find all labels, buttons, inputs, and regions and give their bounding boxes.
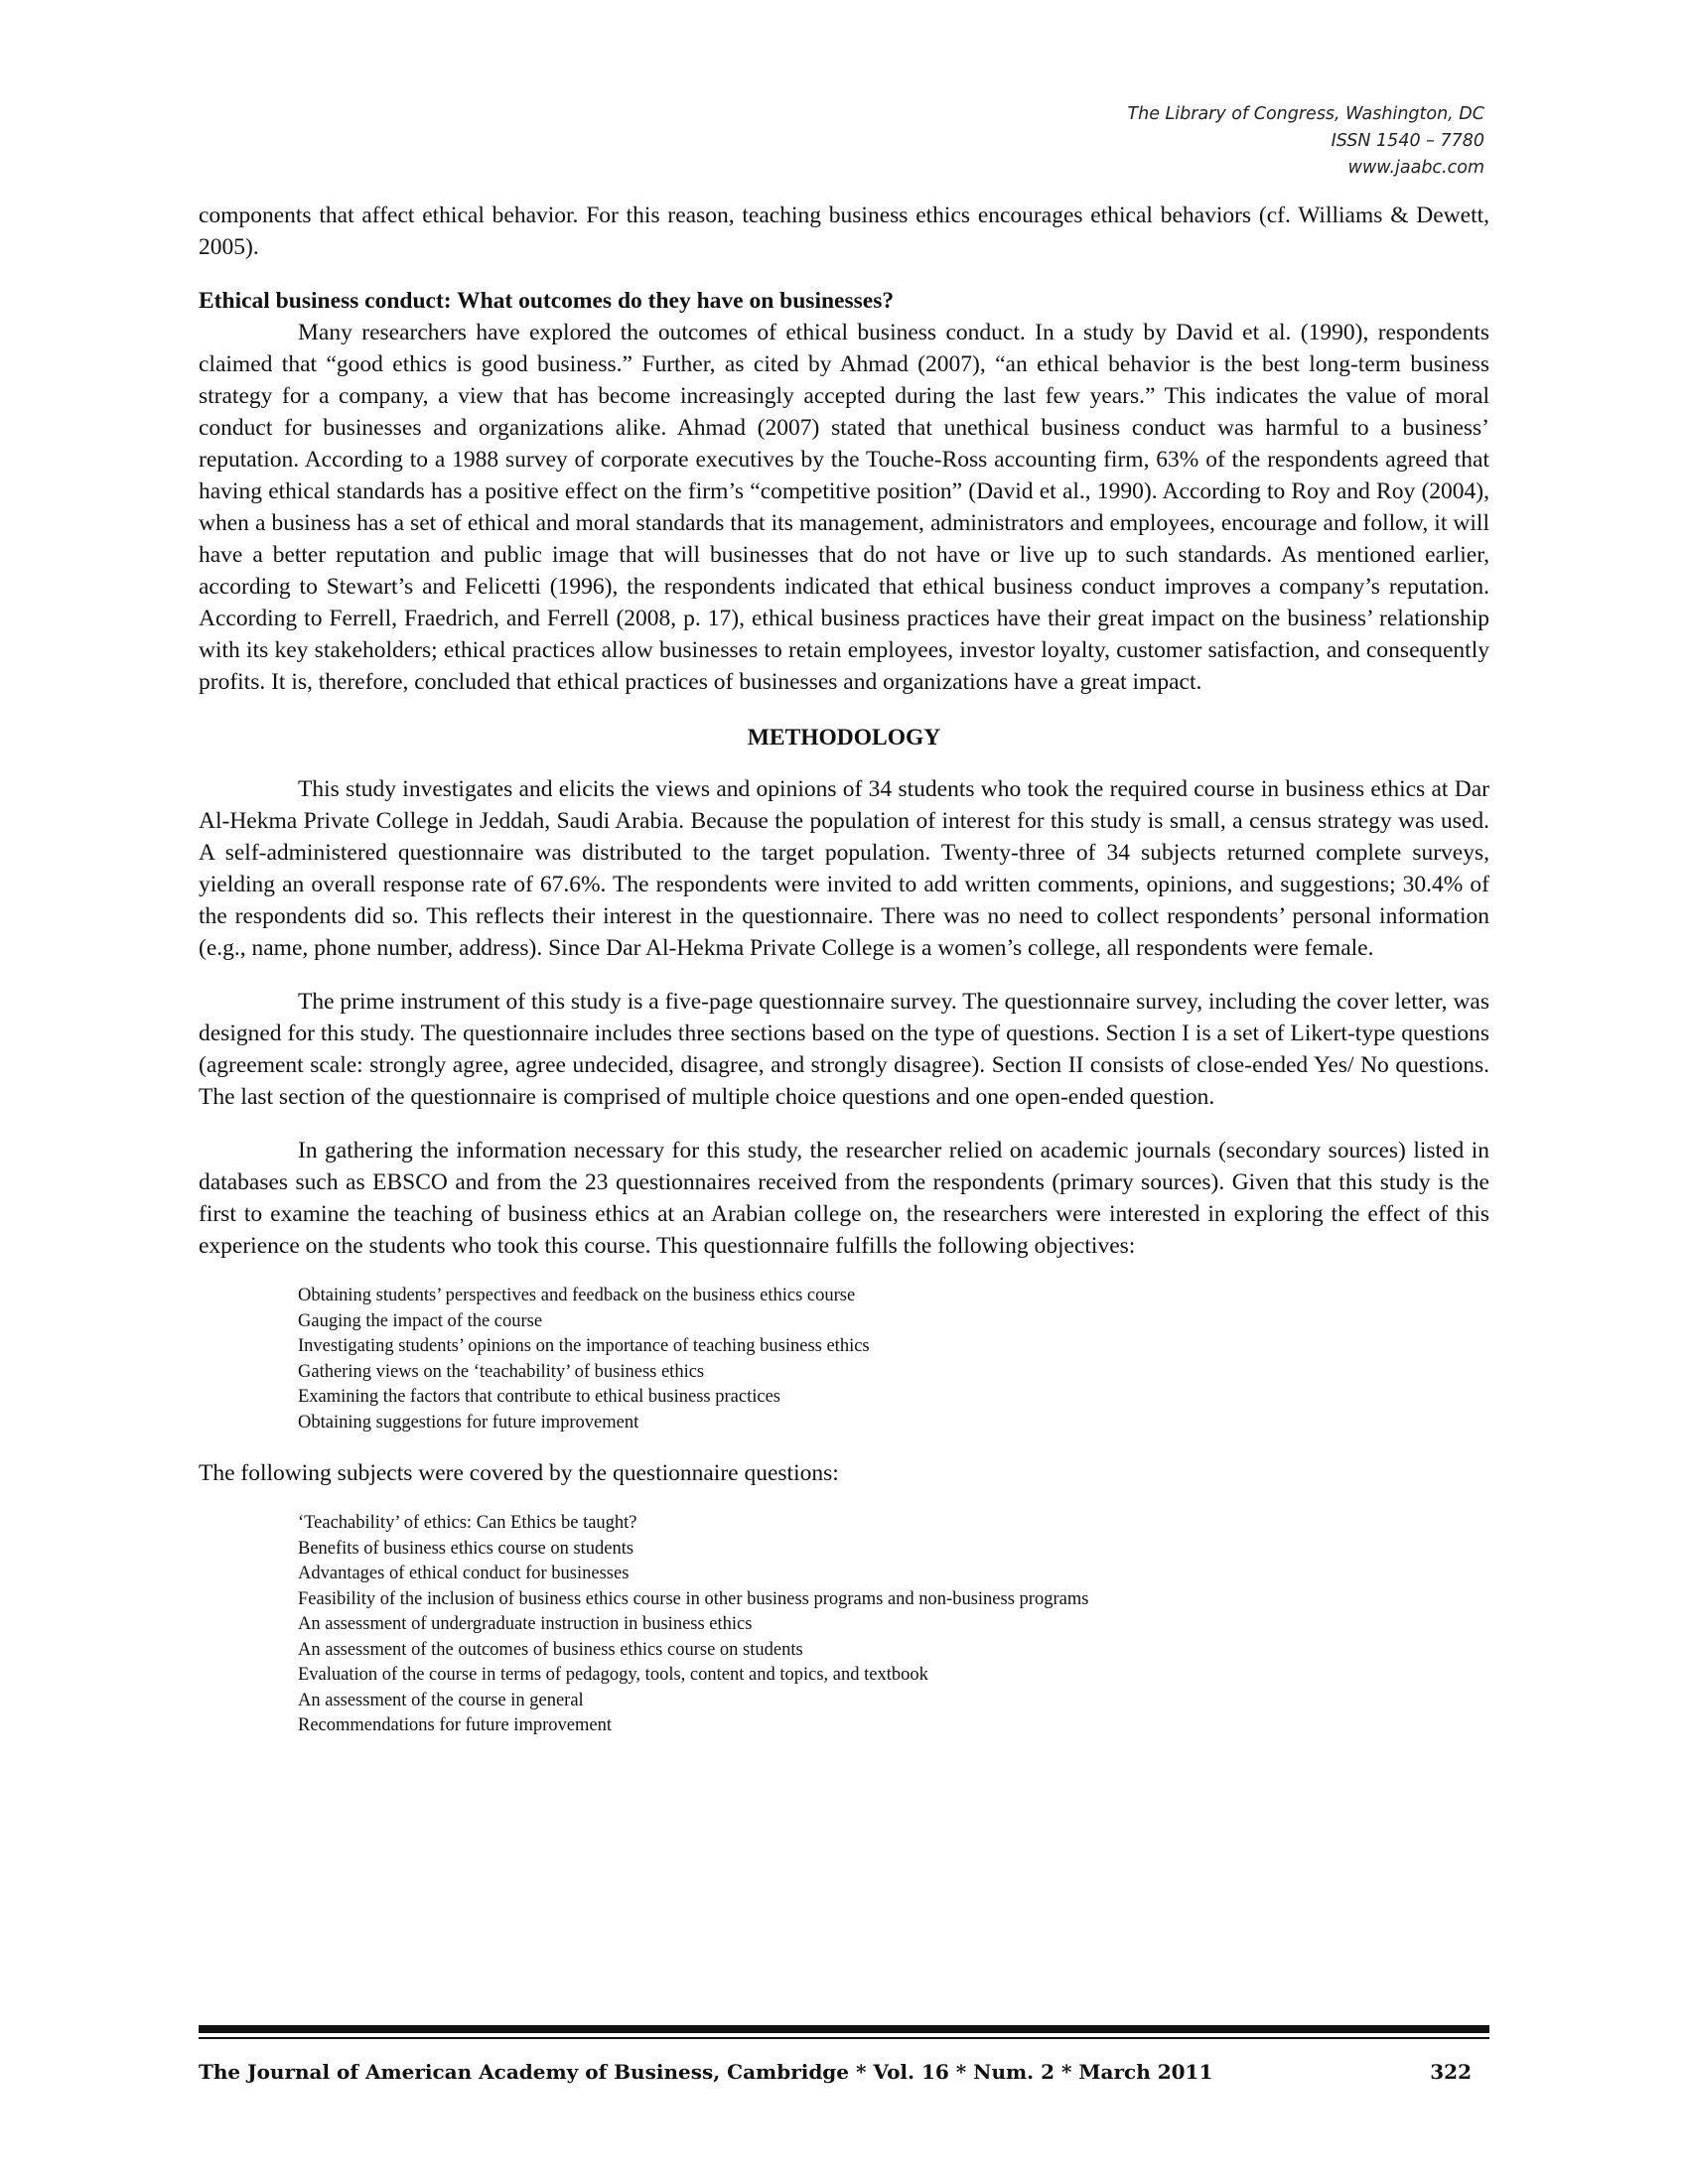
continued-paragraph: components that affect ethical behavior. For this reason, teaching business ethics encourages ethical behaviors (cf. Williams & Dewett, 2005). bbox=[199, 203, 1489, 260]
list-item: An assessment of the outcomes of business ethics course on students bbox=[298, 1639, 803, 1660]
list-item: An assessment of the course in general bbox=[298, 1690, 584, 1710]
list-item: Feasibility of the inclusion of business ethics course in other business programs and non-business programs bbox=[298, 1588, 1089, 1609]
list-item: Examining the factors that contribute to ethical business practices bbox=[298, 1387, 780, 1407]
page-body bbox=[199, 200, 1489, 1739]
list-item: ‘Teachability’ of ethics: Can Ethics be taught? bbox=[298, 1513, 637, 1533]
list-item: Obtaining suggestions for future improvement bbox=[298, 1412, 639, 1433]
section-subheading: Ethical business conduct: What outcomes do they have on businesses? bbox=[199, 288, 895, 314]
list-item: Investigating students’ opinions on the importance of teaching business ethics bbox=[298, 1336, 870, 1356]
methodology-paragraph-3: In gathering the information necessary for this study, the researcher relied on academic journals (secondary sources) listed in databases such as EBSCO and from the 23 questionnaires received from the respondents (primary sources). Given that this study is the first to examine the teaching of business ethics at an Arabian college on, the researchers were interested in exploring the effect of this experience on the students who took this course. This questionnaire fulfills the following objectives: bbox=[199, 1138, 1489, 1259]
list-item: Gauging the impact of the course bbox=[298, 1310, 543, 1331]
header-issn-line: ISSN 1540 – 7780 bbox=[1331, 131, 1484, 151]
footer-rule-thin bbox=[199, 2037, 1489, 2039]
list-item: Benefits of business ethics course on students bbox=[298, 1538, 634, 1559]
header-website-link[interactable]: www.jaabc.com bbox=[1347, 158, 1484, 178]
footer-journal-citation: The Journal of American Academy of Business, Cambridge * Vol. 16 * Num. 2 * March 2011 bbox=[199, 2060, 1213, 2084]
methodology-heading: METHODOLOGY bbox=[747, 725, 941, 751]
list-item: Gathering views on the ‘teachability’ of business ethics bbox=[298, 1361, 705, 1382]
methodology-paragraph-1: This study investigates and elicits the views and opinions of 34 students who took the required course in business ethics at Dar Al-Hekma Private College in Jeddah, Saudi Arabia. Because the population of interest for this study is small, a census strategy was used. A self-administered questionnaire was distributed to the target population. Twenty-three of 34 subjects returned complete surveys, yielding an overall response rate of 67.6%. The respondents were invited to add written comments, opinions, and suggestions; 30.4% of the respondents did so. This reflects their interest in the questionnaire. There was no need to collect respondents’ personal information (e.g., name, phone number, address). Since Dar Al-Hekma Private College is a women’s college, all respondents were female. bbox=[199, 776, 1489, 961]
list-item: Advantages of ethical conduct for businesses bbox=[298, 1564, 630, 1583]
subjects-list bbox=[298, 1511, 1489, 1739]
running-header bbox=[1127, 101, 1484, 182]
footer-rule-thick bbox=[199, 2025, 1489, 2033]
list-item: An assessment of undergraduate instruction in business ethics bbox=[298, 1614, 753, 1634]
list-item: Evaluation of the course in terms of pedagogy, tools, content and topics, and textbook bbox=[298, 1665, 928, 1685]
page-number: 322 bbox=[1430, 2060, 1472, 2084]
objectives-list bbox=[298, 1284, 1489, 1435]
outcomes-paragraph: Many researchers have explored the outcomes of ethical business conduct. In a study by David et al. (1990), respondents claimed that “good ethics is good business.” Further, as cited by Ahmad (2007), “an ethical behavior is the best long-term business strategy for a company, a view that has become increasingly accepted during the last few years.” This indicates the value of moral conduct for businesses and organizations alike. Ahmad (2007) stated that unethical business conduct was harmful to a business’ reputation. According to a 1988 survey of corporate executives by the Touche-Ross accounting firm, 63% of the respondents agreed that having ethical standards has a positive effect on the firm’s “competitive position” (David et al., 1990). According to Roy and Roy (2004), when a business has a set of ethical and moral standards that its management, administrators and employees, encourage and follow, it will have a better reputation and public image that will businesses that do not have or live up to such standards. As mentioned earlier, according to Stewart’s and Felicetti (1996), the respondents indicated that ethical business conduct improves a company’s reputation. According to Ferrell, Fraedrich, and Ferrell (2008, p. 17), ethical business practices have their great impact on the business’ relationship with its key stakeholders; ethical practices allow businesses to retain employees, investor loyalty, customer satisfaction, and consequently profits. It is, therefore, concluded that ethical practices of businesses and organizations have a great impact. bbox=[199, 320, 1489, 695]
list-item: Recommendations for future improvement bbox=[298, 1715, 612, 1735]
methodology-paragraph-2: The prime instrument of this study is a five-page questionnaire survey. The questionnaire survey, including the cover letter, was designed for this study. The questionnaire includes three sections based on the type of questions. Section I is a set of Likert-type questions (agreement scale: strongly agree, agree undecided, disagree, and strongly disagree). Section II consists of close-ended Yes/ No questions. The last section of the questionnaire is comprised of multiple choice questions and one open-ended question. bbox=[199, 989, 1489, 1110]
subjects-intro: The following subjects were covered by the questionnaire questions: bbox=[199, 1460, 839, 1486]
header-library-line: The Library of Congress, Washington, DC bbox=[1127, 104, 1484, 124]
list-item: Obtaining students’ perspectives and feedback on the business ethics course bbox=[298, 1286, 856, 1305]
